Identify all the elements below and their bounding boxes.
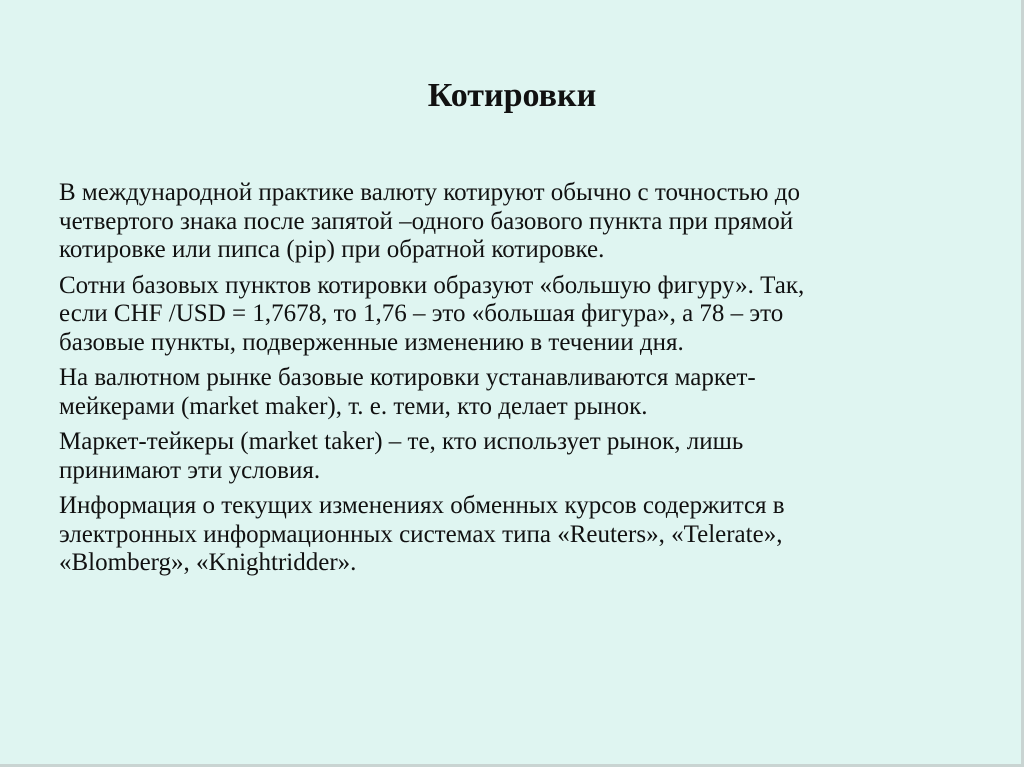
paragraph-information-systems [59,492,959,578]
text-line: если CHF /USD = 1,7678, то 1,76 – это «большая фигура», а 78 – это [59,300,784,327]
text-line: четвертого знака после запятой –одного базового пункта при прямой [59,207,794,235]
text-line: котировке или пипса (pip) при обратной котировке. [59,236,605,263]
slide-body [59,179,959,585]
text-line: Информация о текущих изменениях обменных курсов содержится в [59,492,785,519]
text-line: «Blomberg», «Knightridder». [59,549,357,576]
text-line: принимают эти условия. [59,456,321,484]
slide-title: Котировки [427,77,597,114]
text-line: Сотни базовых пунктов котировки образуют «большую фигуру». Так, [59,271,805,299]
text-line: Маркет-тейкеры (market taker) – те, кто использует рынок, лишь [59,428,744,455]
text-line: На валютном рынке базовые котировки устанавливаются маркет- [59,364,756,391]
paragraph-big-figure [59,272,959,358]
text-line: В международной практике валюту котируют обычно с точностью до [59,179,800,206]
text-line: электронных информационных системах типа «Reuters», «Telerate», [59,520,783,548]
text-line: мейкерами (market maker), т. е. теми, кто делает рынок. [59,392,648,420]
paragraph-precision [59,179,959,265]
text-line: базовые пункты, подверженные изменению в течении дня. [59,328,684,356]
paragraph-market-takers [59,428,959,485]
paragraph-market-makers [59,364,959,421]
